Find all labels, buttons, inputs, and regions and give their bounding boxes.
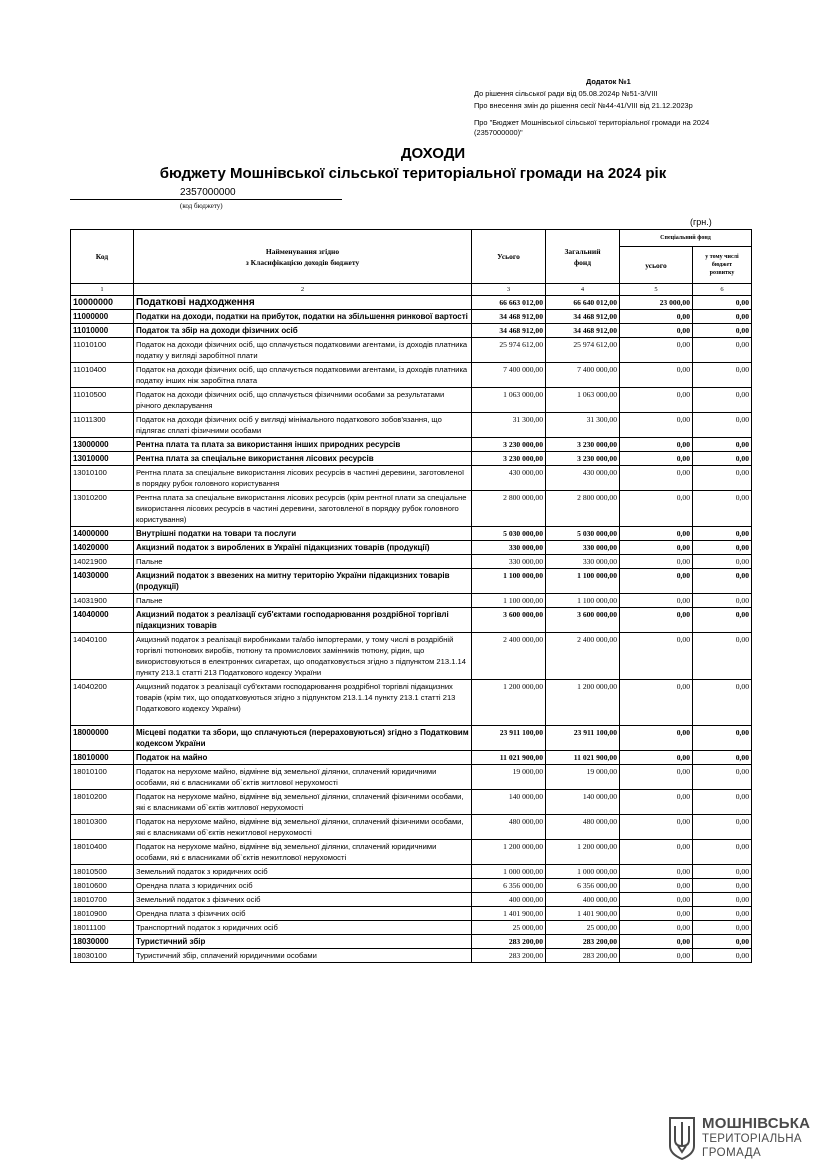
row-code: 13010200 bbox=[71, 491, 134, 527]
row-name: Податок на нерухоме майно, відмінне від земельної ділянки, сплачений фізичними особами, які є власниками об`єктів житлової нерухомості bbox=[134, 790, 472, 815]
row-special-fund: 0,00 bbox=[620, 949, 693, 963]
table-row bbox=[71, 865, 752, 879]
table-row bbox=[71, 452, 752, 466]
table-row bbox=[71, 935, 752, 949]
row-development-budget: 0,00 bbox=[693, 865, 752, 879]
row-total: 283 200,00 bbox=[472, 935, 546, 949]
table-row bbox=[71, 840, 752, 865]
row-special-fund: 0,00 bbox=[620, 726, 693, 751]
header-name-line-2: з Класифікацією доходів бюджету bbox=[245, 257, 360, 267]
row-general-fund: 3 230 000,00 bbox=[546, 452, 620, 466]
row-code: 14021900 bbox=[71, 555, 134, 569]
row-total: 66 663 012,00 bbox=[472, 296, 546, 310]
header-dev-line-1: у тому числі bbox=[705, 254, 739, 260]
appendix-line-1: До рішення сільської ради від 05.08.2024р №51-3/VIII bbox=[474, 89, 658, 98]
row-total: 2 400 000,00 bbox=[472, 633, 546, 680]
row-code: 10000000 bbox=[71, 296, 134, 310]
appendix-title: Додаток №1 bbox=[586, 77, 631, 86]
row-development-budget: 0,00 bbox=[693, 310, 752, 324]
row-development-budget: 0,00 bbox=[693, 949, 752, 963]
row-special-fund: 0,00 bbox=[620, 388, 693, 413]
row-code: 18010300 bbox=[71, 815, 134, 840]
row-name: Місцеві податки та збори, що сплачуються (перераховуються) згідно з Податковим кодексом України bbox=[134, 726, 472, 751]
col-number: 6 bbox=[693, 284, 752, 296]
row-development-budget: 0,00 bbox=[693, 633, 752, 680]
row-name: Податок на доходи фізичних осіб, що сплачується податковими агентами, із доходів платника податку у вигляді заробітної плати bbox=[134, 338, 472, 363]
row-total: 1 200 000,00 bbox=[472, 680, 546, 726]
row-total: 23 911 100,00 bbox=[472, 726, 546, 751]
row-total: 1 100 000,00 bbox=[472, 594, 546, 608]
table-row bbox=[71, 363, 752, 388]
row-name: Транспортний податок з юридичних осіб bbox=[134, 921, 472, 935]
row-general-fund: 6 356 000,00 bbox=[546, 879, 620, 893]
row-name: Акцизний податок з реалізації суб'єктами господарювання роздрібної торгівлі підакцизних товарів bbox=[134, 608, 472, 633]
row-special-fund: 0,00 bbox=[620, 815, 693, 840]
table-row bbox=[71, 726, 752, 751]
row-special-fund: 0,00 bbox=[620, 907, 693, 921]
row-code: 18010400 bbox=[71, 840, 134, 865]
table-row bbox=[71, 413, 752, 438]
row-development-budget: 0,00 bbox=[693, 815, 752, 840]
row-code: 11010100 bbox=[71, 338, 134, 363]
row-total: 1 063 000,00 bbox=[472, 388, 546, 413]
row-special-fund: 0,00 bbox=[620, 555, 693, 569]
header-special-total: усього bbox=[620, 247, 693, 284]
row-development-budget: 0,00 bbox=[693, 527, 752, 541]
row-development-budget: 0,00 bbox=[693, 840, 752, 865]
row-total: 3 230 000,00 bbox=[472, 452, 546, 466]
row-name: Податок на нерухоме майно, відмінне від земельної ділянки, сплачений фізичними особами, які є власниками об`єктів нежитлової нерухомості bbox=[134, 815, 472, 840]
row-general-fund: 25 000,00 bbox=[546, 921, 620, 935]
table-row bbox=[71, 388, 752, 413]
row-development-budget: 0,00 bbox=[693, 726, 752, 751]
row-code: 13010000 bbox=[71, 452, 134, 466]
row-special-fund: 0,00 bbox=[620, 338, 693, 363]
budget-code-underline bbox=[70, 199, 342, 200]
row-special-fund: 0,00 bbox=[620, 491, 693, 527]
row-special-fund: 0,00 bbox=[620, 569, 693, 594]
header-code: Код bbox=[71, 230, 134, 284]
row-general-fund: 1 100 000,00 bbox=[546, 569, 620, 594]
table-row bbox=[71, 466, 752, 491]
row-total: 34 468 912,00 bbox=[472, 324, 546, 338]
row-name: Акцизний податок з вироблених в Україні підакцизних товарів (продукції) bbox=[134, 541, 472, 555]
header-name-line-1: Найменування згідно bbox=[265, 246, 340, 256]
row-general-fund: 330 000,00 bbox=[546, 541, 620, 555]
col-number: 3 bbox=[472, 284, 546, 296]
row-code: 11000000 bbox=[71, 310, 134, 324]
row-code: 11011300 bbox=[71, 413, 134, 438]
row-code: 18011100 bbox=[71, 921, 134, 935]
row-general-fund: 1 401 900,00 bbox=[546, 907, 620, 921]
logo-line-1: МОШНІВСЬКА bbox=[702, 1115, 811, 1132]
row-code: 18010900 bbox=[71, 907, 134, 921]
table-row bbox=[71, 310, 752, 324]
row-development-budget: 0,00 bbox=[693, 338, 752, 363]
row-total: 3 600 000,00 bbox=[472, 608, 546, 633]
table-row bbox=[71, 541, 752, 555]
row-name: Туристичний збір bbox=[134, 935, 472, 949]
row-name: Пальне bbox=[134, 555, 472, 569]
header-name bbox=[134, 230, 472, 284]
table-row bbox=[71, 491, 752, 527]
row-general-fund: 330 000,00 bbox=[546, 555, 620, 569]
table-row bbox=[71, 594, 752, 608]
row-name: Рентна плата за спеціальне використання лісових ресурсів в частині деревини, заготовленої в порядку рубок головного користування bbox=[134, 466, 472, 491]
appendix-line-4: (2357000000)" bbox=[474, 128, 523, 137]
row-development-budget: 0,00 bbox=[693, 921, 752, 935]
row-general-fund: 34 468 912,00 bbox=[546, 310, 620, 324]
row-total: 19 000,00 bbox=[472, 765, 546, 790]
row-development-budget: 0,00 bbox=[693, 324, 752, 338]
row-code: 18030000 bbox=[71, 935, 134, 949]
row-special-fund: 0,00 bbox=[620, 751, 693, 765]
row-general-fund: 283 200,00 bbox=[546, 935, 620, 949]
row-development-budget: 0,00 bbox=[693, 438, 752, 452]
row-total: 283 200,00 bbox=[472, 949, 546, 963]
row-general-fund: 1 063 000,00 bbox=[546, 388, 620, 413]
table-row bbox=[71, 438, 752, 452]
row-total: 3 230 000,00 bbox=[472, 438, 546, 452]
row-development-budget: 0,00 bbox=[693, 608, 752, 633]
table-row bbox=[71, 338, 752, 363]
row-name: Податкові надходження bbox=[134, 296, 472, 310]
header-dev-line-3: розвитку bbox=[709, 270, 735, 276]
row-total: 330 000,00 bbox=[472, 555, 546, 569]
row-general-fund: 140 000,00 bbox=[546, 790, 620, 815]
table-row bbox=[71, 608, 752, 633]
table-row bbox=[71, 680, 752, 726]
row-general-fund: 34 468 912,00 bbox=[546, 324, 620, 338]
row-development-budget: 0,00 bbox=[693, 907, 752, 921]
row-special-fund: 0,00 bbox=[620, 935, 693, 949]
row-development-budget: 0,00 bbox=[693, 555, 752, 569]
row-name: Податок на доходи фізичних осіб, що сплачується податковими агентами, із доходів платника податку інших ніж заробітна плата bbox=[134, 363, 472, 388]
row-development-budget: 0,00 bbox=[693, 466, 752, 491]
appendix-block bbox=[474, 76, 774, 138]
row-name: Рентна плата та плата за використання інших природних ресурсів bbox=[134, 438, 472, 452]
row-code: 11010500 bbox=[71, 388, 134, 413]
row-code: 18000000 bbox=[71, 726, 134, 751]
row-special-fund: 0,00 bbox=[620, 452, 693, 466]
table-row bbox=[71, 527, 752, 541]
row-name: Орендна плата з фізичних осіб bbox=[134, 907, 472, 921]
table-row bbox=[71, 879, 752, 893]
budget-code: 2357000000 bbox=[180, 187, 236, 198]
row-code: 18010100 bbox=[71, 765, 134, 790]
row-development-budget: 0,00 bbox=[693, 879, 752, 893]
units-label: (грн.) bbox=[690, 217, 712, 227]
col-number: 1 bbox=[71, 284, 134, 296]
table-row bbox=[71, 765, 752, 790]
row-general-fund: 19 000,00 bbox=[546, 765, 620, 790]
col-number: 5 bbox=[620, 284, 693, 296]
row-special-fund: 0,00 bbox=[620, 594, 693, 608]
logo-line-3: ГРОМАДА bbox=[702, 1147, 762, 1159]
row-general-fund: 480 000,00 bbox=[546, 815, 620, 840]
trident-emblem-icon bbox=[668, 1116, 696, 1160]
row-general-fund: 66 640 012,00 bbox=[546, 296, 620, 310]
row-total: 34 468 912,00 bbox=[472, 310, 546, 324]
table-body bbox=[71, 296, 752, 963]
row-total: 6 356 000,00 bbox=[472, 879, 546, 893]
row-special-fund: 0,00 bbox=[620, 921, 693, 935]
row-name: Податок на нерухоме майно, відмінне від земельної ділянки, сплачений юридичними особами, які є власниками об`єктів житлової нерухомості bbox=[134, 765, 472, 790]
row-special-fund: 0,00 bbox=[620, 633, 693, 680]
row-special-fund: 0,00 bbox=[620, 363, 693, 388]
row-development-budget: 0,00 bbox=[693, 452, 752, 466]
row-code: 13000000 bbox=[71, 438, 134, 452]
row-general-fund: 430 000,00 bbox=[546, 466, 620, 491]
col-number: 4 bbox=[546, 284, 620, 296]
row-general-fund: 5 030 000,00 bbox=[546, 527, 620, 541]
row-development-budget: 0,00 bbox=[693, 893, 752, 907]
row-development-budget: 0,00 bbox=[693, 413, 752, 438]
row-name: Податок на майно bbox=[134, 751, 472, 765]
row-general-fund: 31 300,00 bbox=[546, 413, 620, 438]
row-general-fund: 7 400 000,00 bbox=[546, 363, 620, 388]
row-general-fund: 283 200,00 bbox=[546, 949, 620, 963]
table-row bbox=[71, 921, 752, 935]
row-code: 14020000 bbox=[71, 541, 134, 555]
row-development-budget: 0,00 bbox=[693, 491, 752, 527]
header-special-fund: Спеціальний фонд bbox=[620, 230, 752, 247]
row-general-fund: 3 600 000,00 bbox=[546, 608, 620, 633]
row-total: 1 401 900,00 bbox=[472, 907, 546, 921]
header-total: Усього bbox=[472, 230, 546, 284]
row-total: 25 000,00 bbox=[472, 921, 546, 935]
row-code: 18030100 bbox=[71, 949, 134, 963]
row-code: 11010000 bbox=[71, 324, 134, 338]
row-general-fund: 1 000 000,00 bbox=[546, 865, 620, 879]
row-code: 18010200 bbox=[71, 790, 134, 815]
row-code: 18010500 bbox=[71, 865, 134, 879]
table-row bbox=[71, 324, 752, 338]
col-number: 2 bbox=[134, 284, 472, 296]
row-general-fund: 3 230 000,00 bbox=[546, 438, 620, 452]
row-code: 18010000 bbox=[71, 751, 134, 765]
table-row bbox=[71, 893, 752, 907]
table-row bbox=[71, 296, 752, 310]
row-name: Земельний податок з юридичних осіб bbox=[134, 865, 472, 879]
row-total: 11 021 900,00 bbox=[472, 751, 546, 765]
row-name: Податок та збір на доходи фізичних осіб bbox=[134, 324, 472, 338]
row-general-fund: 2 400 000,00 bbox=[546, 633, 620, 680]
row-general-fund: 2 800 000,00 bbox=[546, 491, 620, 527]
table-row bbox=[71, 633, 752, 680]
row-total: 330 000,00 bbox=[472, 541, 546, 555]
row-development-budget: 0,00 bbox=[693, 765, 752, 790]
row-special-fund: 0,00 bbox=[620, 765, 693, 790]
row-code: 13010100 bbox=[71, 466, 134, 491]
row-total: 2 800 000,00 bbox=[472, 491, 546, 527]
table-row bbox=[71, 751, 752, 765]
header-general-fund bbox=[546, 230, 620, 284]
row-total: 140 000,00 bbox=[472, 790, 546, 815]
row-development-budget: 0,00 bbox=[693, 790, 752, 815]
row-special-fund: 0,00 bbox=[620, 413, 693, 438]
row-name: Податок на доходи фізичних осіб у вигляді мінімального податкового зобов'язання, що підлягає сплаті фізичними особами bbox=[134, 413, 472, 438]
table-row bbox=[71, 569, 752, 594]
row-general-fund: 400 000,00 bbox=[546, 893, 620, 907]
row-name: Рентна плата за спеціальне використання лісових ресурсів bbox=[134, 452, 472, 466]
table-row bbox=[71, 555, 752, 569]
row-code: 14040100 bbox=[71, 633, 134, 680]
row-name: Пальне bbox=[134, 594, 472, 608]
row-total: 480 000,00 bbox=[472, 815, 546, 840]
table-row bbox=[71, 949, 752, 963]
row-total: 1 100 000,00 bbox=[472, 569, 546, 594]
budget-code-caption: (код бюджету) bbox=[180, 202, 223, 210]
row-code: 14030000 bbox=[71, 569, 134, 594]
row-general-fund: 1 200 000,00 bbox=[546, 840, 620, 865]
row-total: 400 000,00 bbox=[472, 893, 546, 907]
row-development-budget: 0,00 bbox=[693, 680, 752, 726]
row-special-fund: 0,00 bbox=[620, 680, 693, 726]
row-development-budget: 0,00 bbox=[693, 388, 752, 413]
row-special-fund: 0,00 bbox=[620, 466, 693, 491]
row-code: 14000000 bbox=[71, 527, 134, 541]
row-code: 18010700 bbox=[71, 893, 134, 907]
header-general-line-1: Загальний bbox=[564, 246, 601, 256]
row-special-fund: 0,00 bbox=[620, 324, 693, 338]
row-total: 1 000 000,00 bbox=[472, 865, 546, 879]
row-total: 1 200 000,00 bbox=[472, 840, 546, 865]
row-code: 14040200 bbox=[71, 680, 134, 726]
row-name: Орендна плата з юридичних осіб bbox=[134, 879, 472, 893]
row-general-fund: 23 911 100,00 bbox=[546, 726, 620, 751]
row-development-budget: 0,00 bbox=[693, 935, 752, 949]
row-special-fund: 0,00 bbox=[620, 527, 693, 541]
row-total: 31 300,00 bbox=[472, 413, 546, 438]
row-special-fund: 0,00 bbox=[620, 790, 693, 815]
document-subtitle: бюджету Мошнівської сільської територіальної громади на 2024 рік bbox=[159, 165, 667, 182]
row-name: Акцизний податок з реалізації виробниками та/або імпортерами, у тому числі в роздрібній торгівлі тютюнових виробів, тютюну та промислових замінників тютюну, рідин, що використовуються в електронних сигаретах, що оподатковується згідно з підпунктом 213.1.14 пункту 213.1 статті 213 Податкового кодексу України bbox=[134, 633, 472, 680]
income-table bbox=[70, 229, 752, 963]
row-development-budget: 0,00 bbox=[693, 296, 752, 310]
row-name: Туристичний збір, сплачений юридичними особами bbox=[134, 949, 472, 963]
row-development-budget: 0,00 bbox=[693, 363, 752, 388]
row-special-fund: 0,00 bbox=[620, 541, 693, 555]
header-development-budget bbox=[693, 247, 752, 284]
row-development-budget: 0,00 bbox=[693, 594, 752, 608]
row-total: 5 030 000,00 bbox=[472, 527, 546, 541]
row-special-fund: 23 000,00 bbox=[620, 296, 693, 310]
row-code: 14031900 bbox=[71, 594, 134, 608]
logo-line-2: ТЕРИТОРІАЛЬНА bbox=[702, 1133, 802, 1145]
row-general-fund: 1 200 000,00 bbox=[546, 680, 620, 726]
row-total: 7 400 000,00 bbox=[472, 363, 546, 388]
row-development-budget: 0,00 bbox=[693, 751, 752, 765]
row-special-fund: 0,00 bbox=[620, 840, 693, 865]
row-name: Внутрішні податки на товари та послуги bbox=[134, 527, 472, 541]
table-row bbox=[71, 907, 752, 921]
row-general-fund: 1 100 000,00 bbox=[546, 594, 620, 608]
header-general-line-2: фонд bbox=[573, 257, 592, 267]
row-special-fund: 0,00 bbox=[620, 893, 693, 907]
row-name: Земельний податок з фізичних осіб bbox=[134, 893, 472, 907]
row-name: Акцизний податок з реалізації суб'єктами господарювання роздрібної торгівлі підакцизних товарів (крім тих, що оподатковуються згідно з підпунктом 213.1.14 пункту 213.1 статті 213 Податкового кодексу України) bbox=[134, 680, 472, 726]
row-code: 14040000 bbox=[71, 608, 134, 633]
appendix-line-3: Про "Бюджет Мошнівської сільської територіальної громади на 2024 bbox=[474, 118, 710, 127]
row-development-budget: 0,00 bbox=[693, 541, 752, 555]
row-development-budget: 0,00 bbox=[693, 569, 752, 594]
document-title: ДОХОДИ bbox=[400, 145, 466, 162]
row-special-fund: 0,00 bbox=[620, 310, 693, 324]
row-name: Податок на доходи фізичних осіб, що сплачується фізичними особами за результатами річного декларування bbox=[134, 388, 472, 413]
table-row bbox=[71, 790, 752, 815]
row-special-fund: 0,00 bbox=[620, 879, 693, 893]
row-general-fund: 11 021 900,00 bbox=[546, 751, 620, 765]
community-logo bbox=[668, 1114, 811, 1162]
row-special-fund: 0,00 bbox=[620, 608, 693, 633]
row-general-fund: 25 974 612,00 bbox=[546, 338, 620, 363]
row-name: Акцизний податок з ввезених на митну територію України підакцизних товарів (продукції) bbox=[134, 569, 472, 594]
header-dev-line-2: бюджет bbox=[711, 262, 733, 268]
row-code: 11010400 bbox=[71, 363, 134, 388]
row-name: Рентна плата за спеціальне використання лісових ресурсів (крім рентної плати за спеціальне використання лісових ресурсів в частині деревини, заготовленої в порядку рубок головного користування) bbox=[134, 491, 472, 527]
row-name: Податки на доходи, податки на прибуток, податки на збільшення ринкової вартості bbox=[134, 310, 472, 324]
row-special-fund: 0,00 bbox=[620, 865, 693, 879]
row-code: 18010600 bbox=[71, 879, 134, 893]
row-total: 25 974 612,00 bbox=[472, 338, 546, 363]
row-total: 430 000,00 bbox=[472, 466, 546, 491]
row-special-fund: 0,00 bbox=[620, 438, 693, 452]
row-name: Податок на нерухоме майно, відмінне від земельної ділянки, сплачений юридичними особами, які є власниками об`єктів нежитлової нерухомості bbox=[134, 840, 472, 865]
appendix-line-2: Про внесення змін до рішення сесії №44-41/VIII від 21.12.2023р bbox=[474, 101, 693, 110]
table-row bbox=[71, 815, 752, 840]
